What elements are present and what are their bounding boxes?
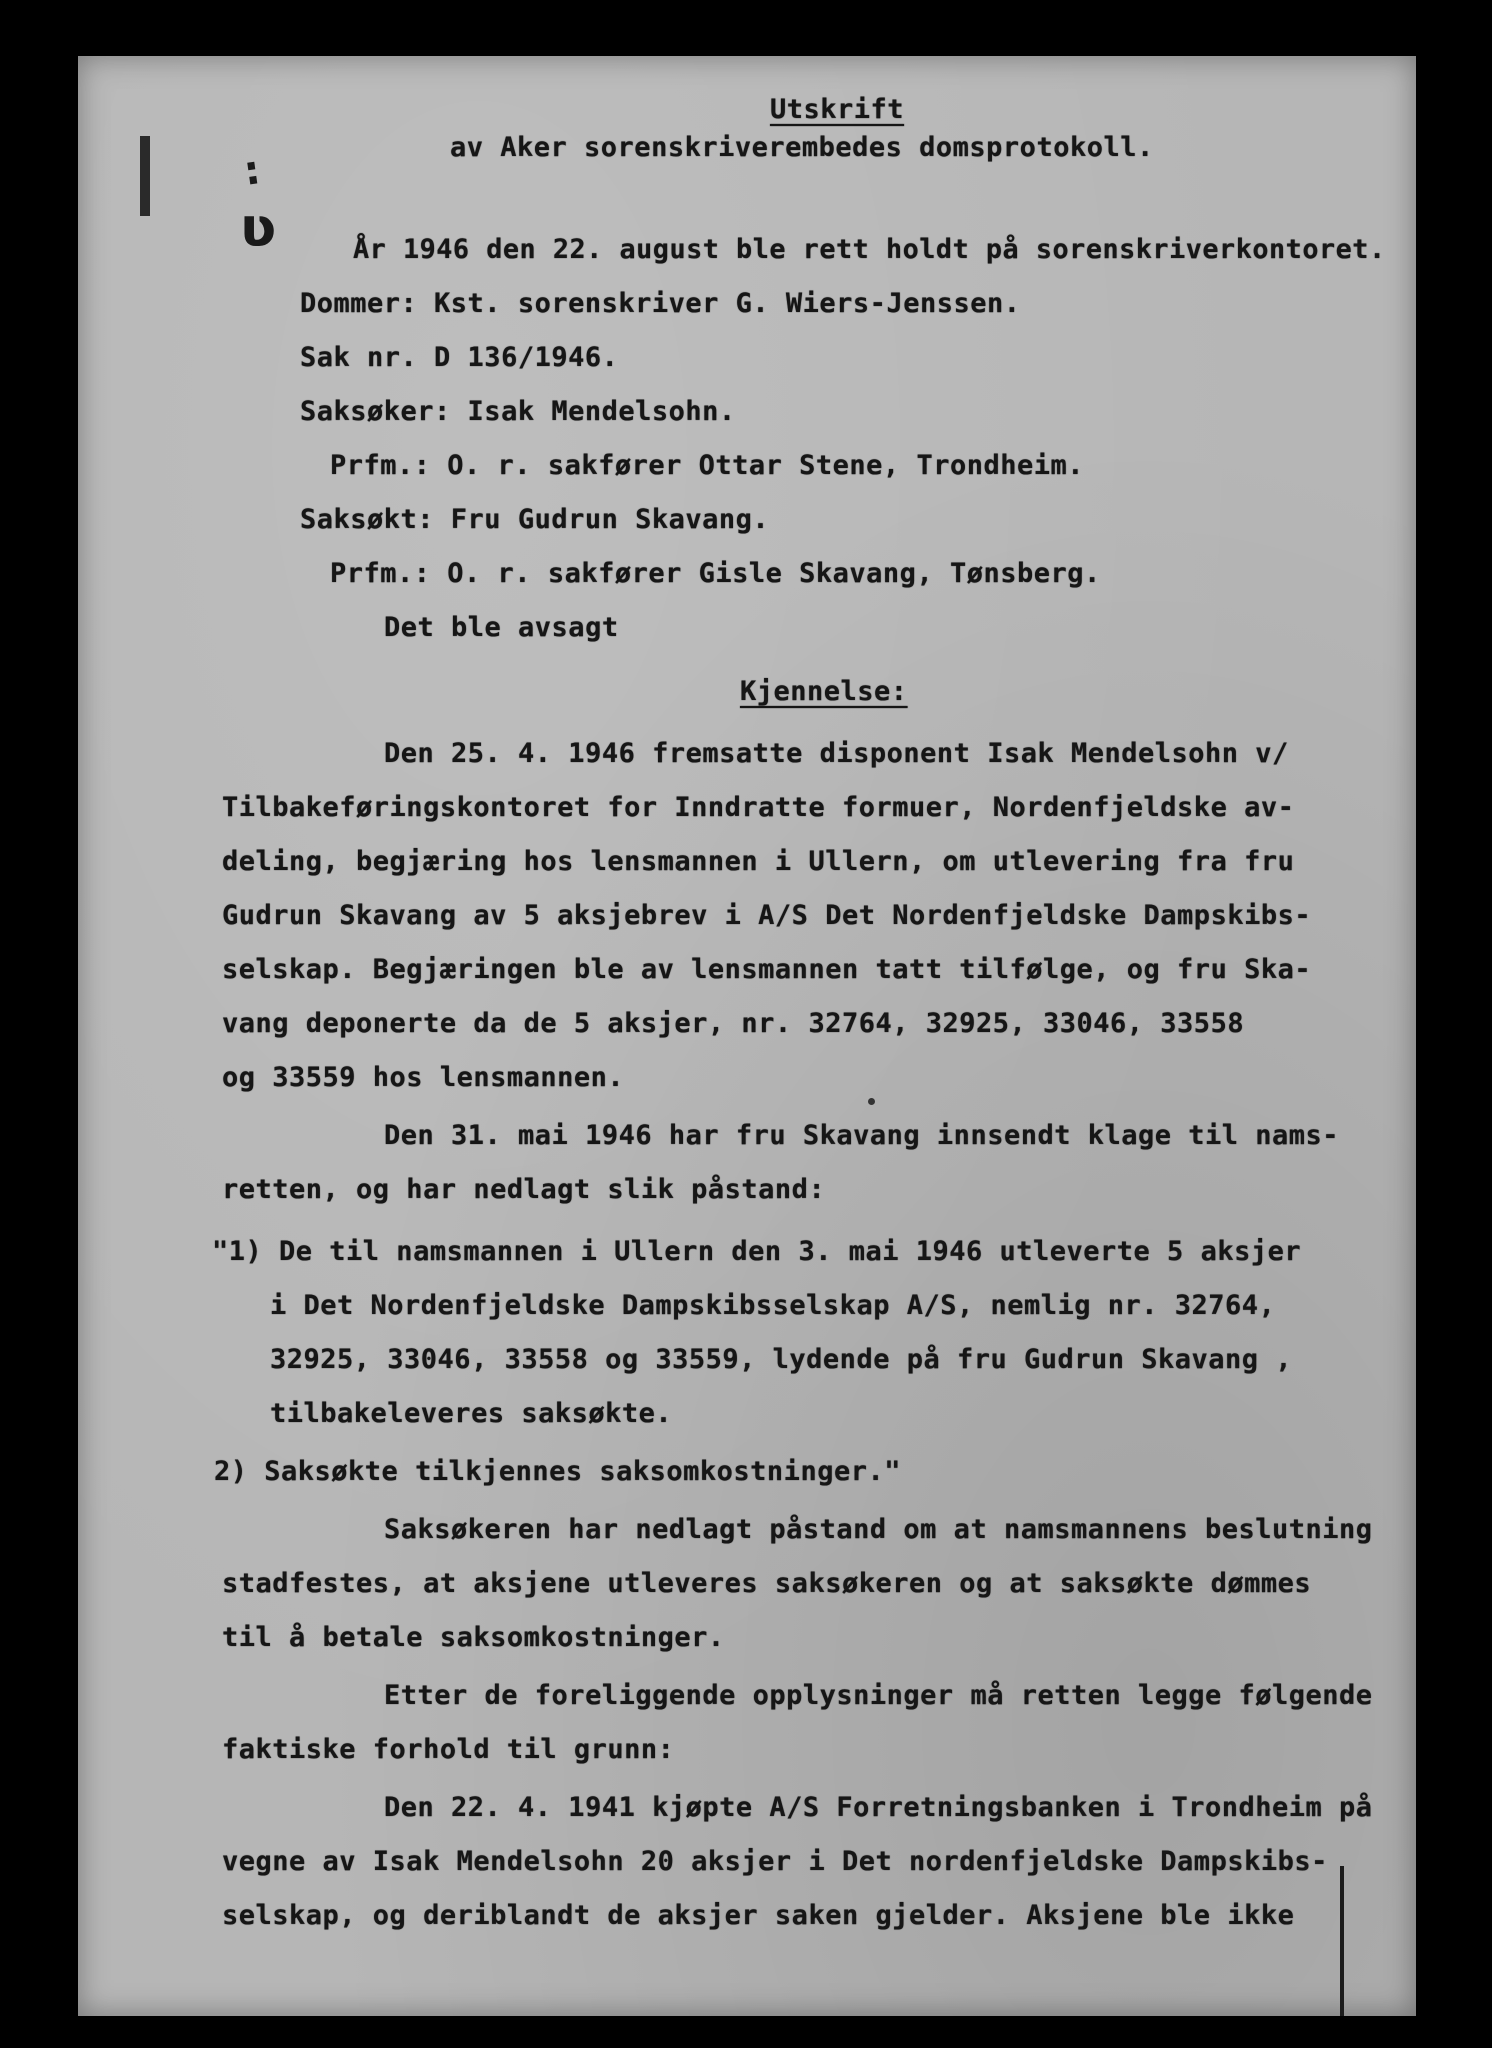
body-line: faktiske forhold til grunn:: [222, 1734, 675, 1765]
margin-mark: [140, 136, 150, 216]
header-subtitle: av Aker sorenskriverembedes domsprotokoll.: [450, 132, 1154, 163]
body-line: vang deponerte da de 5 aksjer, nr. 32764, 32925, 33046, 33558: [222, 1008, 1245, 1039]
body-line: Saksøkeren har nedlagt påstand om at namsmannens beslutning: [384, 1514, 1373, 1545]
margin-mark: :: [240, 147, 264, 195]
judge-line: Dommer: Kst. sorenskriver G. Wiers-Jenssen.: [300, 288, 1021, 319]
case-number-line: Sak nr. D 136/1946.: [300, 342, 619, 373]
body-line: Den 25. 4. 1946 fremsatte disponent Isak Mendelsohn v/: [384, 738, 1289, 769]
body-line: retten, og har nedlagt slik påstand:: [222, 1174, 826, 1205]
ruling-heading: Kjennelse:: [740, 676, 908, 707]
margin-rule: [1340, 1866, 1344, 2016]
plaintiff-line: Saksøker: Isak Mendelsohn.: [300, 396, 736, 427]
pronounced-line: Det ble avsagt: [384, 612, 619, 643]
body-line: til å betale saksomkostninger.: [222, 1622, 725, 1653]
body-line: deling, begjæring hos lensmannen i Ullern, om utlevering fra fru: [222, 846, 1295, 877]
plaintiff-counsel-line: Prfm.: O. r. sakfører Ottar Stene, Trondheim.: [330, 450, 1084, 481]
body-line: Den 22. 4. 1941 kjøpte A/S Forretningsbanken i Trondheim på: [384, 1792, 1373, 1823]
defendant-counsel-line: Prfm.: O. r. sakfører Gisle Skavang, Tønsberg.: [330, 558, 1101, 589]
body-line: tilbakeleveres saksøkte.: [270, 1398, 673, 1429]
body-line: Den 31. mai 1946 har fru Skavang innsendt klage til nams-: [384, 1120, 1340, 1151]
header-title: Utskrift: [770, 94, 905, 125]
body-line: 2) Saksøkte tilkjennes saksomkostninger.": [214, 1456, 901, 1487]
body-line: vegne av Isak Mendelsohn 20 aksjer i Det nordenfjeldske Dampskibs-: [222, 1846, 1328, 1877]
defendant-line: Saksøkt: Fru Gudrun Skavang.: [300, 504, 770, 535]
body-line: i Det Nordenfjeldske Dampskibsselskap A/S, nemlig nr. 32764,: [270, 1290, 1276, 1321]
ink-dot: [868, 1098, 875, 1105]
body-line: "1) De til namsmannen i Ullern den 3. mai 1946 utleverte 5 aksjer: [212, 1236, 1302, 1267]
body-line: stadfestes, at aksjene utleveres saksøkeren og at saksøkte dømmes: [222, 1568, 1312, 1599]
body-line: 32925, 33046, 33558 og 33559, lydende på fru Gudrun Skavang ,: [270, 1344, 1293, 1375]
document-page: [78, 56, 1416, 2016]
body-line: Etter de foreliggende opplysninger må retten legge følgende: [384, 1680, 1373, 1711]
court-session-line: År 1946 den 22. august ble rett holdt på sorenskriverkontoret.: [353, 234, 1386, 265]
body-line: og 33559 hos lensmannen.: [222, 1062, 625, 1093]
body-line: Tilbakeføringskontoret for Inndratte formuer, Nordenfjeldske av-: [222, 792, 1295, 823]
margin-mark: ʋ: [240, 196, 277, 259]
body-line: selskap. Begjæringen ble av lensmannen tatt tilfølge, og fru Ska-: [222, 954, 1312, 985]
body-line: selskap, og deriblandt de aksjer saken gjelder. Aksjene ble ikke: [222, 1900, 1295, 1931]
body-line: Gudrun Skavang av 5 aksjebrev i A/S Det Nordenfjeldske Dampskibs-: [222, 900, 1312, 931]
